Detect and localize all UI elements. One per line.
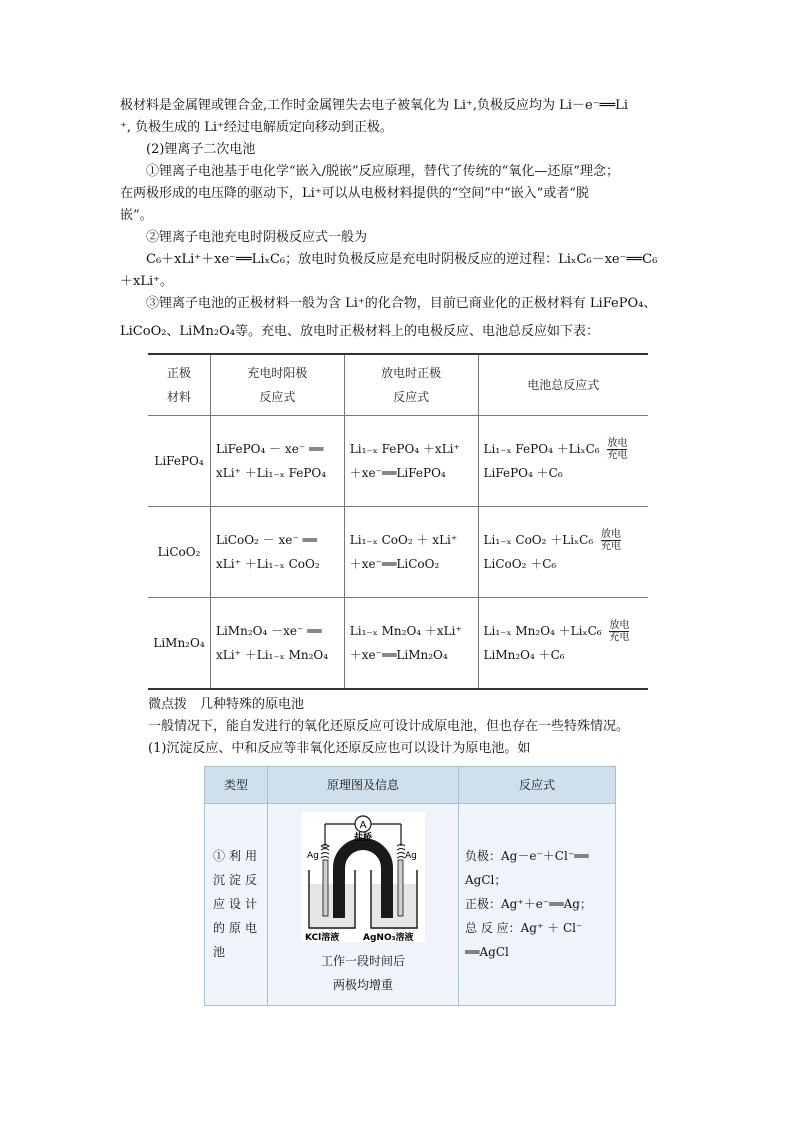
header-type: 类型	[205, 767, 268, 804]
kcl-solution	[310, 884, 354, 927]
charge-cell: LiFePO₄ － xe⁻ ══ xLi⁺ ＋Li₁₋ₓ FePO₄	[211, 416, 345, 507]
discharge-cell: Li₁₋ₓ FePO₄ ＋xLi⁺ ＋xe⁻══LiFePO₄	[344, 416, 478, 507]
header-charge-anode: 充电时阳极 反应式	[211, 354, 345, 416]
reversible-arrow: 放电 充电	[609, 620, 630, 643]
diagram-caption-2: 两极均增重	[333, 978, 394, 992]
left-ag-label: Ag	[307, 851, 319, 861]
charge-cell: LiCoO₂ － xe⁻ ══ xLi⁺ ＋Li₁₋ₓ CoO₂	[211, 507, 345, 598]
table-row	[148, 598, 648, 690]
diagram-caption-1: 工作一段时间后	[321, 954, 406, 968]
header-total-reaction: 电池总反应式	[478, 354, 648, 416]
electrode-reaction-table	[148, 353, 648, 690]
left-ag-electrode	[323, 860, 328, 916]
total-cell: Li₁₋ₓ Mn₂O₄ ＋LiₓC₆ 放电 充电 LiMn₂O₄ ＋C₆	[478, 598, 648, 690]
discharge-cell: Li₁₋ₓ CoO₂ ＋ xLi⁺ ＋xe⁻══LiCoO₂	[344, 507, 478, 598]
para-1b: 在两极形成的电压降的驱动下，Li⁺可以从电极材料提供的“空间”中“嵌入”或者“脱	[120, 186, 589, 201]
table-row	[205, 804, 616, 1006]
para-1a: ①锂离子电池基于电化学“嵌入/脱嵌”反应原理，替代了传统的“氧化—还原”理念；	[146, 164, 619, 179]
material-cell: LiMn₂O₄	[148, 598, 211, 690]
right-ag-label: Ag	[405, 851, 417, 861]
galvanic-cell-diagram	[301, 812, 425, 942]
tip-title: 微点拨 几种特殊的原电池	[148, 697, 305, 712]
material-cell: LiCoO₂	[148, 507, 211, 598]
agno3-label: AgNO₃溶液	[363, 933, 414, 942]
intro-line-1: 极材料是金属锂或锂合金,工作时金属锂失去电子被氧化为 Li⁺,负极反应均为 Li－e⁻══Li	[120, 98, 628, 113]
reversible-arrow: 放电 充电	[607, 438, 628, 461]
para-1c: 嵌”。	[120, 208, 153, 223]
total-cell: Li₁₋ₓ FePO₄ ＋LiₓC₆ 放电 充电 LiFePO₄ ＋C₆	[478, 416, 648, 507]
charge-cell: LiMn₂O₄ －xe⁻ ══ xLi⁺ ＋Li₁₋ₓ Mn₂O₄	[211, 598, 345, 690]
table2-header-row	[205, 767, 616, 804]
intro-line-2: ⁺, 负极生成的 Li⁺经过电解质定向移动到正极。	[120, 120, 393, 135]
total-cell: Li₁₋ₓ CoO₂ ＋LiₓC₆ 放电 充电 LiCoO₂ ＋C₆	[478, 507, 648, 598]
document-page	[120, 95, 680, 1006]
para-2: ②锂离子电池充电时阴极反应式一般为	[146, 230, 368, 245]
discharge-cell: Li₁₋ₓ Mn₂O₄ ＋xLi⁺ ＋xe⁻══LiMn₂O₄	[344, 598, 478, 690]
table-row	[148, 416, 648, 507]
kcl-label: KCl溶液	[305, 933, 340, 942]
type-cell: ①利用 沉淀反 应设计 的原电 池	[205, 804, 268, 1006]
table-header-row	[148, 354, 648, 416]
header-reaction: 反应式	[459, 767, 616, 804]
ammeter-label: A	[359, 820, 367, 831]
reaction-cell: 负极：Ag－e⁻＋Cl⁻══ AgCl； 正极：Ag⁺＋e⁻══Ag； 总 反 应：Ag⁺ ＋ Cl⁻ ══AgCl	[459, 804, 616, 1006]
section-heading-2: (2)锂离子二次电池	[146, 142, 256, 157]
material-cell: LiFePO₄	[148, 416, 211, 507]
agno3-solution	[372, 884, 416, 927]
tip-para-2: (1)沉淀反应、中和反应等非氧化还原反应也可以设计为原电池。如	[148, 741, 531, 756]
tip-para-1: 一般情况下，能自发进行的氧化还原反应可设计成原电池，但也存在一些特殊情况。	[148, 719, 630, 734]
para-2b: ＋xLi⁺。	[120, 274, 173, 289]
diagram-cell	[268, 804, 459, 1006]
header-diagram: 原理图及信息	[268, 767, 459, 804]
header-discharge-cathode: 放电时正极 反应式	[344, 354, 478, 416]
header-material: 正极 材料	[148, 354, 211, 416]
para-3b: LiCoO₂、LiMn₂O₄等。充电、放电时正极材料上的电极反应、电池总反应如下表：	[120, 324, 599, 339]
salt-bridge-label: 盐桥	[354, 833, 373, 843]
table-row	[148, 507, 648, 598]
para-3a: ③锂离子电池的正极材料一般为含 Li⁺的化合物，目前已商业化的正极材料有 LiFePO₄、	[146, 296, 657, 311]
special-cell-table	[204, 766, 616, 1006]
right-ag-electrode	[398, 860, 403, 916]
para-2a: C₆＋xLi⁺＋xe⁻══LiₓC₆；放电时负极反应是充电时阴极反应的逆过程：LiₓC₆－xe⁻══C₆	[146, 252, 658, 267]
reversible-arrow: 放电 充电	[600, 529, 621, 552]
